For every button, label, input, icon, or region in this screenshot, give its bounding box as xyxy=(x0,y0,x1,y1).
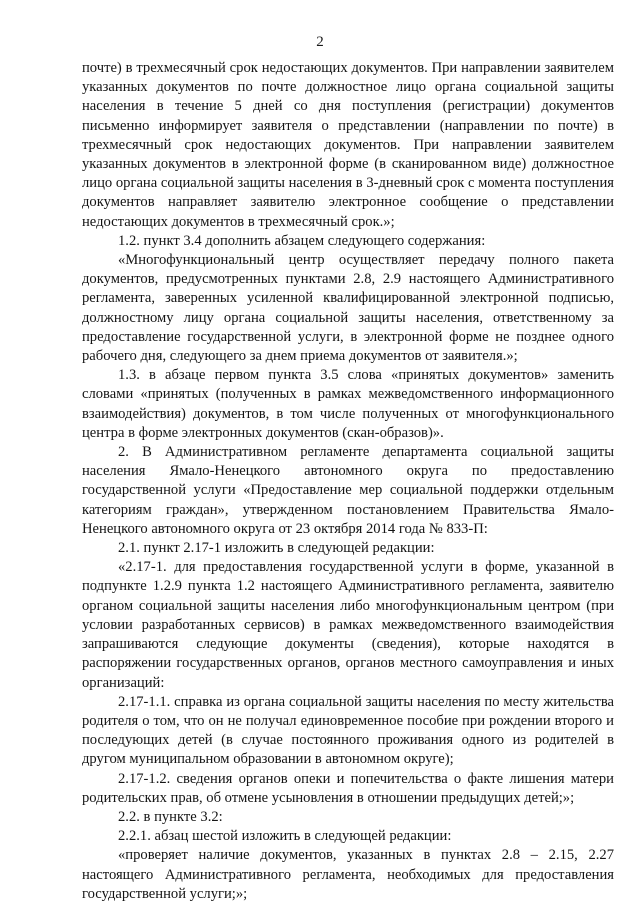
page-number: 2 xyxy=(316,34,324,50)
paragraph-item-2-17-1-2: 2.17-1.2. сведения органов опеки и попечительства о факте лишения матери родительских прав, об отмене усыновления в отношении предыдущих детей;»; xyxy=(82,770,614,806)
paragraph-item-2-2: 2.2. в пункте 3.2: xyxy=(118,808,223,825)
paragraph-item-2: 2. В Административном регламенте департамента социальной защиты населения Ямало-Ненецкого автономного округа по предоставлению государственной услуги «Предоставление мер социальной поддержки отдельным категориям граждан», утвержденном постановлением Правительства Ямало-Ненецкого автономного округа от 23 октября 2014 года № 833-П: xyxy=(82,444,614,537)
paragraph-quote-mfc: «Многофункциональный центр осуществляет передачу полного пакета документов, предусмотренных пунктами 2.8, 2.9 настоящего Административного регламента, заверенных усиленной квалифицированной электронной подписью, должностному лицу органа социальной защиты населения, ответственному за предоставление государственной услуги, в электронной форме не позднее одного рабочего дня, следующего за днем приема документов от заявителя.»; xyxy=(82,252,614,365)
paragraph-item-1-3: 1.3. в абзаце первом пункта 3.5 слова «принятых документов» заменить словами «принятых (полученных в рамках межведомственного информационного взаимодействия) документов, в том числе полученных от многофункционального центра в форме электронных документов (скан-образов)». xyxy=(82,367,614,441)
paragraph-continuation: почте) в трехмесячный срок недостающих документов. При направлении заявителем указанных документов по почте должностное лицо органа социальной защиты населения в течение 5 дней со дня поступления (регистрации) документов письменно информирует заявителя о представлении (направлении по почте) в трехмесячный срок недостающих документов. При направлении заявителем указанных документов в электронной форме (в сканированном виде) должностное лицо органа социальной защиты населения в 3-дневный срок с момента поступления документов направляет заявителю электронное сообщение о представлении недостающих документов в трехмесячный срок.»; xyxy=(82,60,614,230)
paragraph-quote-2-17-1: «2.17-1. для предоставления государственной услуги в форме, указанной в подпункте 1.2.9 пункта 1.2 настоящего Административного регламента, заявителю органом социальной защиты населения либо многофункциональным центром (при условии разработанных сервисов) в рамках межведомственного взаимодействия запрашиваются следующие документы (сведения), которые находятся в распоряжении государственных органов, органов местного самоуправления и иных организаций: xyxy=(82,559,614,691)
paragraph-quote-checks: «проверяет наличие документов, указанных в пунктах 2.8 – 2.15, 2.27 настоящего Административного регламента, необходимых для предоставления государственной услуги;»; xyxy=(82,847,614,902)
paragraph-item-2-2-1: 2.2.1. абзац шестой изложить в следующей редакции: xyxy=(118,828,452,845)
document-body xyxy=(82,59,614,904)
paragraph-item-2-17-1-1: 2.17-1.1. справка из органа социальной защиты населения по месту жительства родителя о том, что он не получал единовременное пособие при рождении второго и последующих детей (в случае постоянного проживания одного из родителей в другом муниципальном образовании в автономном округе); xyxy=(82,693,614,768)
paragraph-item-1-2: 1.2. пункт 3.4 дополнить абзацем следующего содержания: xyxy=(118,232,486,249)
paragraph-item-2-1: 2.1. пункт 2.17-1 изложить в следующей редакции: xyxy=(118,540,435,557)
